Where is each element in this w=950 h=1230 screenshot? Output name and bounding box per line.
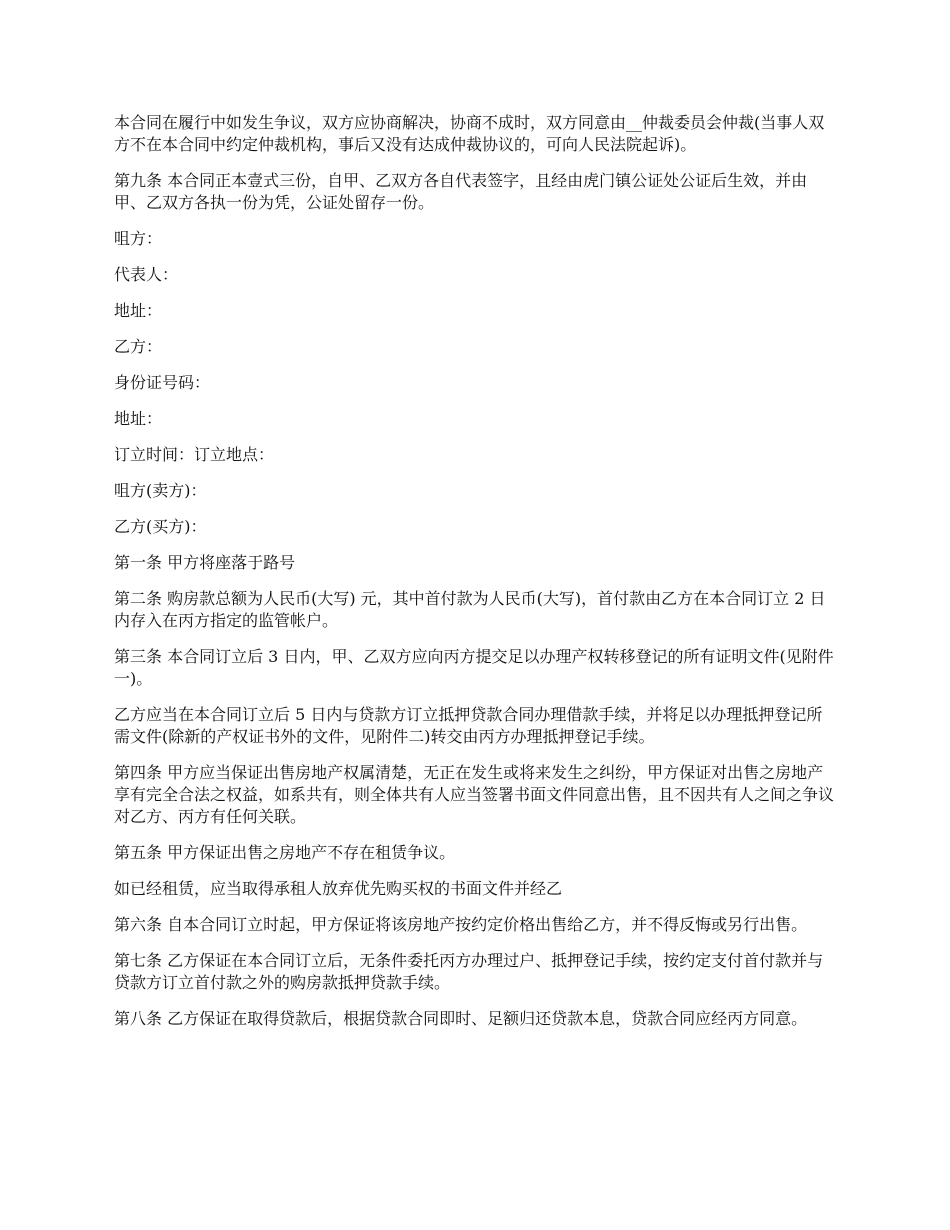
paragraph-article-5-lease: 如已经租赁，应当取得承租人放弃优先购买权的书面文件并经乙	[114, 879, 563, 898]
paragraph-article-6: 第六条 自本合同订立时起，甲方保证将该房地产按约定价格出售给乙方，并不得反悔或另行出售。	[114, 915, 808, 934]
paragraph-id-number: 身份证号码：	[114, 373, 211, 392]
paragraph-article-3-loan: 乙方应当在本合同订立后 5 日内与贷款方订立抵押贷款合同办理借款手续，并将足以办理抵押登记所需文件(除新的产权证书外的文件，见附件二)转交由丙方办理抵押登记手续。	[114, 705, 823, 746]
paragraph-article-1: 第一条 甲方将座落于路号	[114, 553, 296, 572]
paragraph-article-4: 第四条 甲方应当保证出售房地产权属清楚，无正在发生或将来发生之纠纷，甲方保证对出售之房地产享有完全合法之权益，如系共有，则全体共有人应当签署书面文件同意出售，且不因共有人之间之争议对乙方、丙方有任何关联。	[114, 763, 835, 826]
paragraph-party-a: 咀方：	[114, 229, 163, 248]
paragraph-article-7: 第七条 乙方保证在本合同订立后，无条件委托丙方办理过户、抵押登记手续，按约定支付首付款并与贷款方订立首付款之外的购房款抵押贷款手续。	[114, 951, 824, 992]
paragraph-signing-time-place: 订立时间：订立地点：	[114, 445, 275, 464]
paragraph-buyer: 乙方(买方)：	[114, 517, 207, 536]
paragraph-article-9: 第九条 本合同正本壹式三份，自甲、乙双方各自代表签字，且经由虎门镇公证处公证后生效，并由甲、乙双方各执一份为凭，公证处留存一份。	[114, 171, 808, 212]
paragraph-address-a: 地址：	[114, 301, 163, 320]
paragraph-article-3: 第三条 本合同订立后 3 日内，甲、乙双方应向丙方提交足以办理产权转移登记的所有证明文件(见附件一)。	[114, 647, 834, 688]
paragraph-representative: 代表人：	[114, 265, 179, 284]
paragraph-article-8: 第八条 乙方保证在取得贷款后，根据贷款合同即时、足额归还贷款本息，贷款合同应经丙方同意。	[114, 1009, 808, 1028]
paragraph-party-b: 乙方：	[114, 337, 163, 356]
document-page	[114, 112, 834, 1044]
paragraph-article-5: 第五条 甲方保证出售之房地产不存在租赁争议。	[114, 843, 456, 862]
paragraph-article-2: 第二条 购房款总额为人民币(大写) 元，其中首付款为人民币(大写)，首付款由乙方在本合同订立 2 日内存入在丙方指定的监管帐户。	[114, 589, 826, 630]
paragraph-seller: 咀方(卖方)：	[114, 481, 207, 500]
paragraph-address-b: 地址：	[114, 409, 163, 428]
paragraph-arbitration: 本合同在履行中如发生争议，双方应协商解决，协商不成时，双方同意由__仲裁委员会仲裁(当事人双方不在本合同中约定仲裁机构，事后又没有达成仲裁协议的，可向人民法院起诉)。	[114, 113, 825, 154]
